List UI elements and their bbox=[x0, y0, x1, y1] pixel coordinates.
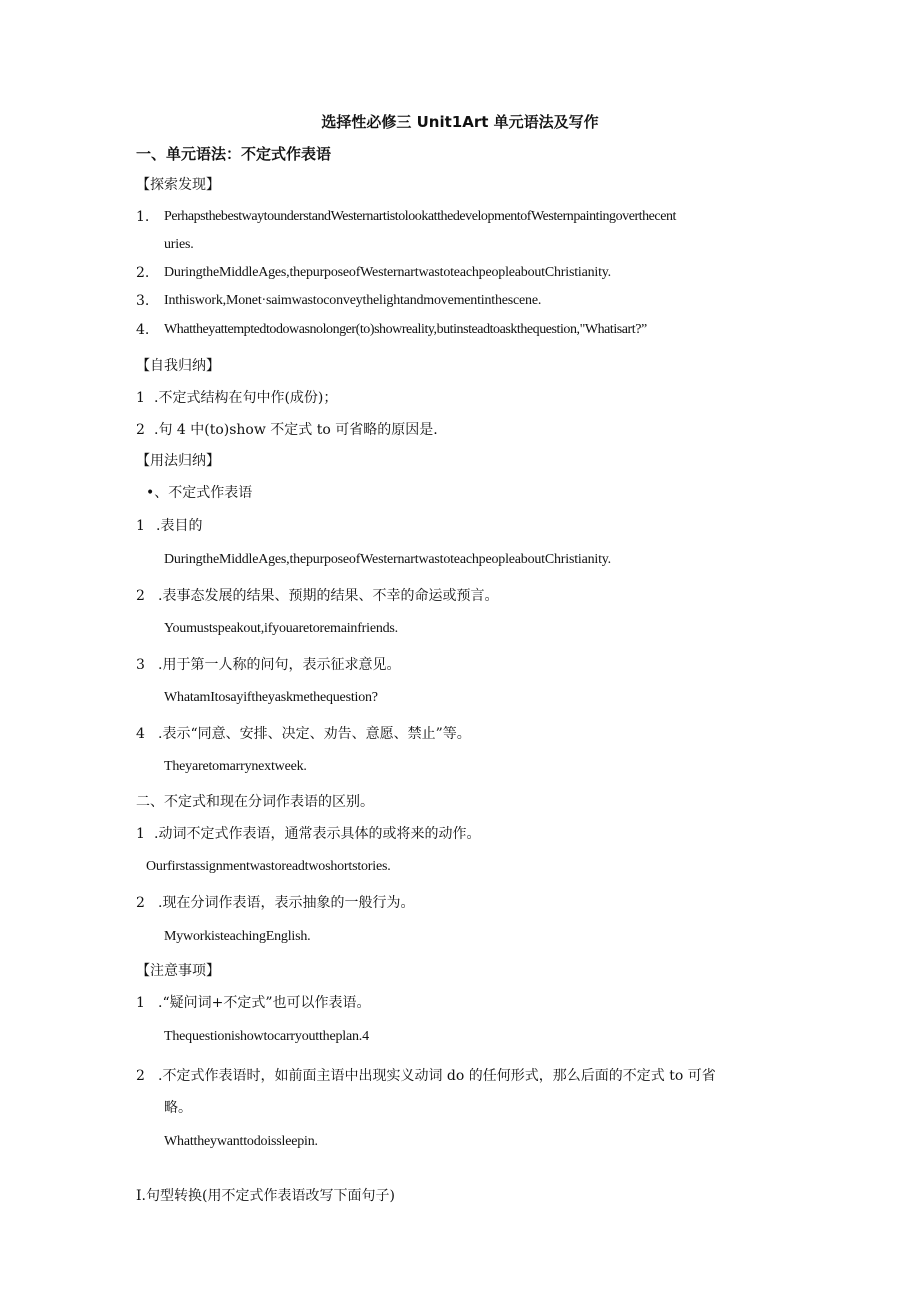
usage-item-number: 3 bbox=[136, 657, 145, 673]
usage-item-text: .表目的 bbox=[156, 518, 203, 534]
explore-heading: 【探索发现】 bbox=[136, 177, 220, 193]
usage-item-example: WhatamItosayiftheyaskmethequestion? bbox=[164, 690, 378, 705]
usage-item-text: .表事态发展的结果、预期的结果、不幸的命运或预言。 bbox=[158, 588, 499, 604]
comparison-item-example: MyworkisteachingEnglish. bbox=[164, 929, 311, 944]
summary-heading: 【自我归纳】 bbox=[136, 358, 220, 374]
notes-item-text-cont: 略。 bbox=[164, 1100, 192, 1116]
usage-item-example: Youmustspeakout,ifyouaretoremainfriends. bbox=[164, 621, 398, 636]
explore-item-text: PerhapsthebestwaytounderstandWesternartistolookatthedevelopmentofWesternpaintingoverthecent bbox=[164, 209, 676, 224]
summary-item-number: 1 bbox=[136, 390, 145, 406]
notes-item-example: Whattheywanttodoissleepin. bbox=[164, 1134, 318, 1149]
usage-subheading: •、不定式作表语 bbox=[146, 485, 253, 501]
summary-item-text: .不定式结构在句中作(成份)； bbox=[154, 390, 338, 406]
notes-item-number: 1 bbox=[136, 995, 145, 1011]
usage-item-number: 2 bbox=[136, 588, 145, 604]
section-heading-grammar: 一、单元语法：不定式作表语 bbox=[136, 145, 332, 163]
explore-item-number: 2. bbox=[136, 265, 150, 281]
comparison-item-text: .现在分词作表语，表示抽象的一般行为。 bbox=[158, 895, 415, 911]
usage-item-text: .用于第一人称的问句，表示征求意见。 bbox=[158, 657, 401, 673]
notes-item-text: .不定式作表语时，如前面主语中出现实义动词 do 的任何形式，那么后面的不定式 to 可省 bbox=[158, 1068, 716, 1084]
usage-heading: 【用法归纳】 bbox=[136, 453, 220, 469]
usage-item-example: DuringtheMiddleAges,thepurposeofWesternartwastoteachpeopleaboutChristianity. bbox=[164, 552, 611, 567]
notes-heading: 【注意事项】 bbox=[136, 963, 220, 979]
notes-item-text: .“疑问词+不定式”也可以作表语。 bbox=[158, 995, 371, 1011]
explore-item-text-cont: uries. bbox=[164, 237, 194, 252]
page-title: 选择性必修三 Unit1Art 单元语法及写作 bbox=[321, 113, 599, 131]
explore-item-number: 1. bbox=[136, 209, 150, 225]
explore-item-number: 3. bbox=[136, 293, 150, 309]
exercise-heading: I.句型转换(用不定式作表语改写下面句子) bbox=[136, 1188, 395, 1204]
comparison-item-example: Ourfirstassignmentwastoreadtwoshortstories. bbox=[146, 859, 391, 874]
comparison-item-number: 1 bbox=[136, 826, 145, 842]
usage-item-number: 4 bbox=[136, 726, 145, 742]
section-heading-comparison: 二、不定式和现在分词作表语的区别。 bbox=[136, 794, 374, 810]
explore-item-text: Whattheyattemptedtodowasnolonger(to)showreality,butinsteadtoaskthequestion,"Whatisart?” bbox=[164, 322, 647, 337]
comparison-item-number: 2 bbox=[136, 895, 145, 911]
notes-item-number: 2 bbox=[136, 1068, 145, 1084]
summary-item-number: 2 bbox=[136, 422, 145, 438]
usage-item-number: 1 bbox=[136, 518, 145, 534]
explore-item-text: DuringtheMiddleAges,thepurposeofWesternartwastoteachpeopleaboutChristianity. bbox=[164, 265, 611, 280]
usage-item-example: Theyaretomarrynextweek. bbox=[164, 759, 307, 774]
summary-item-text: .句 4 中(to)show 不定式 to 可省略的原因是. bbox=[154, 422, 438, 438]
comparison-item-text: .动词不定式作表语，通常表示具体的或将来的动作。 bbox=[154, 826, 481, 842]
notes-item-example: Thequestionishowtocarryouttheplan.4 bbox=[164, 1029, 369, 1044]
explore-item-number: 4. bbox=[136, 322, 150, 338]
explore-item-text: Inthiswork,Monet·saimwastoconveythelightandmovementinthescene. bbox=[164, 293, 542, 308]
usage-item-text: .表示“同意、安排、决定、劝告、意愿、禁止”等。 bbox=[158, 726, 471, 742]
